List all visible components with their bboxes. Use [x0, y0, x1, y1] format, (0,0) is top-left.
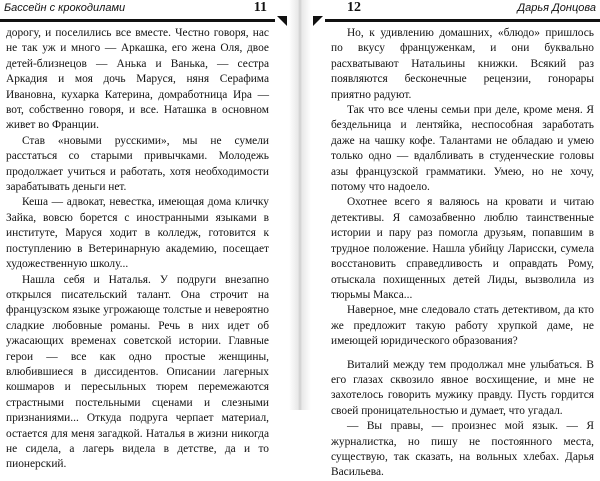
right-header-rule [325, 19, 600, 22]
right-corner-ornament [313, 16, 323, 26]
paragraph: Наверное, мне следовало стать детективом, да кто же предложит такую работу хрупкой даме, не имеющей юридического образования? [331, 304, 594, 348]
right-page-header [311, 2, 600, 18]
page-gutter [289, 0, 311, 410]
paragraph: Так что все члены семьи при деле, кроме меня. Я бездельница и лентяйка, неспособная заработать даже на чашку кофе. Талантами не обладаю и умею только одно — вдалбливать в студенческие головы азы французской грамматики. Умею, но не хочу, потому что надоело. [331, 104, 594, 194]
left-corner-ornament [277, 16, 287, 26]
right-page [311, 0, 600, 479]
right-running-head: Дарья Донцова [517, 2, 596, 14]
paragraph: Виталий между тем продолжал мне улыбаться. В его глазах сквозило явное восхищение, и мне не захотелось говорить мужику правду. Пусть гордится своей проницательностью и думает, что угадал. [331, 358, 594, 417]
paragraph: Нашла себя и Наталья. У подруги внезапно открылся писательский талант. Она строчит на французском языке угрожающе толстые и невероятно сладкие любовные романы. Речь в них идет об ужасающих временах советской истории. Главные герои — все как одно простые женщины, влюбившиеся в диссидентов. Описании лагерных кошмаров и пересыльных тюрем перемежаются страстными постельными сценами и слезными признаниями... Откуда подруга черпает материал, остается для меня загадкой. Наталья в жизни никогда не сидела, а лагерь видела в детстве, да и то пионерский. [6, 273, 269, 471]
right-page-text [331, 26, 594, 481]
paragraph: Став «новыми русскими», мы не сумели расстаться со старыми привычками. Молодежь продолжает учиться и работать, хотя необходимости зарабатывать деньги нет. [6, 134, 269, 194]
paragraph: Кеша — адвокат, невестка, имеющая дома кличку Зайка, вовсю борется с иностранными языками в институте, Маруся ходит в колледж, готовится к поступлению в Ветеринарную академию, посещает художественную школу... [6, 196, 269, 271]
left-header-rule [0, 19, 275, 22]
paragraph: дорогу, и поселились все вместе. Честно говоря, нас не так уж и много — Аркашка, его жена Оля, двое детей-близнецов — Анька и Ванька, — сестра Аркадия и моя дочь Маруся, няня Серафима Ивановна, кухарка Катерина, домработница Ира — вот, собственно говоря, и все. Наташка в основном живет во Франции. [6, 27, 269, 132]
left-running-head: Бассейн с крокодилами [4, 2, 126, 14]
left-page [0, 0, 289, 471]
left-page-number: 11 [253, 0, 267, 15]
right-page-number: 12 [347, 0, 361, 15]
paragraph: — Вы правы, — произнес мой язык. — Я журналистка, но пишу не постоянного места, существую, так сказать, на вольных хлебах. Дарья Васильева. [331, 420, 594, 479]
left-page-header [0, 2, 289, 18]
left-page-text [6, 26, 269, 473]
paragraph: Охотнее всего я валяюсь на кровати и читаю детективы. Я самозабвенно люблю таинственные истории и пару раз помогла друзьям, попавшим в трудное положение. Нашла убийцу Ларисски, сумела восстановить справедливость и оправдать Рому, отыскала похищенных детей Лиды, вызволила из тюрьмы Макса... [331, 196, 594, 301]
paragraph: Но, к удивлению домашних, «блюдо» пришлось по вкусу француженкам, и они буквально расхватывают Натальины книжки. Всякий раз появляются бесконечные рецензии, гонорары приятно радуют. [331, 27, 594, 101]
